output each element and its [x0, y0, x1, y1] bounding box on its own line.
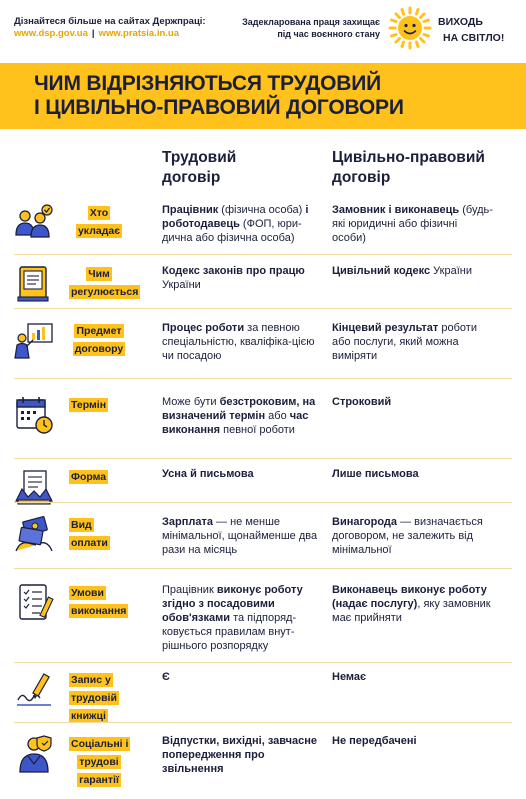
bold-text-segment: Лише письмова [332, 468, 419, 480]
labor-cell [162, 515, 320, 557]
civil-cell [332, 734, 494, 748]
civil-cell [332, 515, 494, 557]
row-divider [14, 662, 512, 663]
money-hands-icon [14, 515, 54, 555]
row-divider [14, 502, 512, 503]
page-header [0, 0, 526, 58]
bold-text-segment: Немає [332, 671, 367, 683]
labor-cell [162, 734, 320, 776]
row-label-text: Форма [71, 471, 107, 483]
bold-text-segment: Процес роботи [162, 322, 245, 334]
row-label-text: Запис у трудовій книжці [71, 674, 117, 722]
row-divider [14, 254, 512, 255]
page-title [34, 72, 504, 120]
checklist-icon [14, 583, 54, 623]
bold-text-segment: Не передбачені [332, 735, 417, 747]
bold-text-segment: Виконавець виконує роботу (надає послугу) [332, 584, 487, 610]
row-label-text: Хто укладає [77, 207, 121, 237]
row-label [69, 734, 129, 788]
labor-cell [162, 583, 320, 653]
bold-text-segment: Працівник [162, 204, 219, 216]
text-segment: та підпоряд-ковується правилам внут-рішнього розпорядку [162, 612, 297, 652]
protected-worker-icon [14, 734, 54, 774]
civil-cell [332, 670, 494, 684]
labor-cell [162, 670, 320, 684]
bold-text-segment: Цивільний кодекс [332, 265, 431, 277]
labor-cell [162, 395, 320, 437]
presentation-chart-icon [14, 321, 54, 361]
labor-cell [162, 203, 320, 245]
row-divider [14, 378, 512, 379]
slogan-line-1: Задекларована праця захищає [242, 17, 380, 27]
text-segment: роботи або послуги, який можна виміряти [332, 322, 477, 362]
bold-text-segment: Зарплата [162, 516, 213, 528]
title-banner [0, 63, 526, 129]
row-label-text: Предмет договору [74, 325, 124, 355]
bold-text-segment: Відпустки, вихідні, завчасне попередження про звільнення [162, 735, 318, 775]
text-segment: (ФОП, юри-дична або фізична особа) [162, 218, 302, 244]
row-label [69, 583, 129, 619]
row-label-text: Вид оплати [71, 519, 108, 549]
text-segment: за певною спеціальністю, кваліфіка-цією чи посадою [162, 322, 315, 362]
civil-cell [332, 467, 494, 481]
civil-cell [332, 264, 494, 278]
law-book-icon [14, 264, 54, 304]
bold-text-segment: Замовник і виконавець [332, 204, 460, 216]
bold-text-segment: Усна й письмова [162, 468, 254, 480]
text-segment: — визначається договором, не залежить від мінімальної [332, 516, 483, 556]
labor-cell [162, 467, 320, 481]
labor-cell [162, 264, 320, 292]
text-segment: (будь-які юридичні або фізичні особи) [332, 204, 493, 244]
civil-contract-heading [332, 148, 522, 188]
calendar-clock-icon [14, 395, 54, 435]
text-segment: України [430, 265, 472, 277]
text-segment: (фізична особа) [218, 204, 306, 216]
campaign-title-line-1: ВИХОДЬ [438, 16, 483, 28]
civil-cell [332, 321, 494, 363]
civil-cell [332, 395, 494, 409]
title-line-2: І ЦИВІЛЬНО-ПРАВОВИЙ ДОГОВОРИ [34, 96, 404, 119]
slogan-line-2: під час воєнного стану [277, 28, 380, 39]
row-label [69, 321, 129, 357]
text-segment: або [265, 410, 290, 422]
bold-text-segment: час виконання [162, 410, 309, 436]
civil-cell [332, 583, 494, 625]
row-divider [14, 568, 512, 569]
bold-text-segment: Є [162, 671, 170, 683]
row-label-text: Термін [71, 399, 107, 411]
link-pratsia[interactable]: www.pratsia.in.ua [98, 28, 179, 39]
bold-text-segment: виконує роботу згідно з посадовими обов'язками [162, 584, 303, 624]
learn-more-text: Дізнайтеся більше на сайтах Держпраці: [14, 16, 206, 27]
bold-text-segment: Кодекс законів про працю [162, 265, 305, 277]
bold-text-segment: Винагорода [332, 516, 398, 528]
row-divider [14, 308, 512, 309]
people-check-icon [14, 203, 54, 243]
campaign-title-line-2: НА СВІТЛО! [443, 32, 505, 44]
signature-pen-icon [14, 670, 54, 710]
row-label [69, 395, 129, 413]
text-segment: Працівник [162, 584, 217, 596]
row-divider [14, 458, 512, 459]
civil-heading-line-1: Цивільно-правовий [332, 149, 485, 166]
row-label [69, 515, 129, 551]
campaign-slogan [222, 17, 380, 40]
text-segment: — не менше мінімальної, щонайменше два рази на місяць [162, 516, 318, 556]
row-label [69, 203, 129, 239]
row-label-text: Чим регулюється [71, 268, 139, 298]
row-label [69, 264, 139, 300]
text-segment: певної роботи [220, 424, 295, 436]
row-label-text: Соціальні і трудові гарантії [71, 738, 129, 786]
campaign-title [438, 14, 504, 46]
row-divider [14, 722, 512, 723]
row-label [69, 467, 129, 485]
title-line-1: ЧИМ ВІДРІЗНЯЮТЬСЯ ТРУДОВИЙ [34, 72, 382, 95]
learn-more-block [14, 16, 206, 40]
bold-text-segment: безстроковим, на визначений термін [162, 396, 316, 422]
sun-logo-icon [388, 6, 432, 50]
civil-cell [332, 203, 494, 245]
labor-contract-heading [162, 148, 302, 188]
row-label-text: Умови виконання [71, 587, 127, 617]
labor-heading-line-2: договір [162, 169, 221, 186]
site-links [14, 28, 206, 40]
link-separator: | [91, 28, 95, 39]
text-segment: , яку замовник має прийняти [332, 598, 491, 624]
bold-text-segment: і роботодавець [162, 204, 309, 230]
text-segment: України [162, 279, 201, 291]
row-label [69, 670, 129, 724]
bold-text-segment: Кінцевий результат [332, 322, 439, 334]
labor-cell [162, 321, 320, 363]
text-segment: Може бути [162, 396, 220, 408]
link-dsp[interactable]: www.dsp.gov.ua [14, 28, 88, 39]
labor-heading-line-1: Трудовий [162, 149, 237, 166]
bold-text-segment: Строковий [332, 396, 392, 408]
handwritten-document-icon [14, 467, 54, 507]
civil-heading-line-2: договір [332, 169, 391, 186]
